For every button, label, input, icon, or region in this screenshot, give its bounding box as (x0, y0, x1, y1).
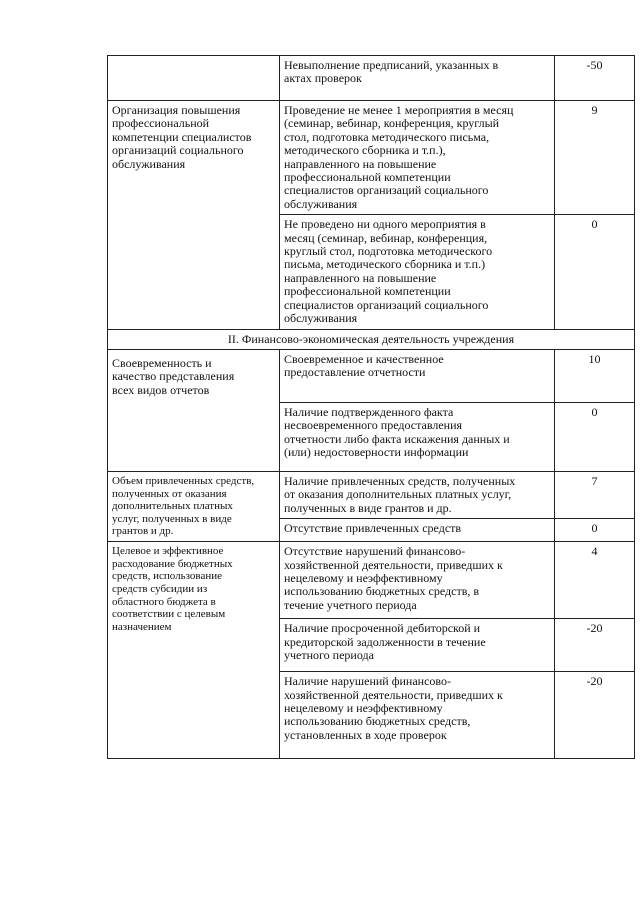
table-row (108, 101, 635, 215)
score-cell: -20 (555, 619, 635, 672)
score-cell: 4 (555, 542, 635, 619)
score-cell: -50 (555, 56, 635, 101)
condition-cell: Своевременное и качественное предоставление отчетности (280, 349, 555, 402)
section-title: II. Финансово-экономическая деятельность учреждения (108, 329, 635, 349)
score-cell: 0 (555, 519, 635, 542)
condition-cell: Наличие нарушений финансово- хозяйственной деятельности, приведших к нецелевому и неэффективному использованию бюджетных средств, установленных в ходе проверок (280, 672, 555, 759)
criterion-cell: Целевое и эффективное расходование бюджетных средств, использование средств субсидии из областного бюджета в соответствии с целевым назначением (108, 542, 280, 759)
criterion-cell: Организация повышения профессиональной компетенции специалистов организаций социального обслуживания (108, 101, 280, 330)
condition-cell: Проведение не менее 1 мероприятия в месяц (семинар, вебинар, конференция, круглый стол, подготовка методического письма, методического сборника и т.п.), направленного на повышение профессиональной компетенции специалистов организаций социального обслуживания (280, 101, 555, 215)
condition-cell: Невыполнение предписаний, указанных в актах проверок (280, 56, 555, 101)
table-row (108, 349, 635, 402)
criterion-cell: Своевременность и качество представления всех видов отчетов (108, 349, 280, 471)
condition-cell: Наличие просроченной дебиторской и кредиторской задолженности в течение учетного периода (280, 619, 555, 672)
criterion-cell: Объем привлеченных средств, полученных от оказания дополнительных платных услуг, полученных в виде грантов и др. (108, 471, 280, 541)
condition-cell: Наличие подтвержденного факта несвоевременного предоставления отчетности либо факта искажения данных и (или) недостоверности информации (280, 402, 555, 471)
table-row (108, 471, 635, 518)
score-cell: 0 (555, 215, 635, 329)
score-cell: 10 (555, 349, 635, 402)
score-cell: 9 (555, 101, 635, 215)
condition-cell: Отсутствие привлеченных средств (280, 519, 555, 542)
score-cell: -20 (555, 672, 635, 759)
table-row (108, 542, 635, 619)
criterion-cell (108, 56, 280, 101)
condition-cell: Отсутствие нарушений финансово- хозяйственной деятельности, приведших к нецелевому и неэффективному использованию бюджетных средств, в течение учетного периода (280, 542, 555, 619)
condition-cell: Наличие привлеченных средств, полученных от оказания дополнительных платных услуг, полученных в виде грантов и др. (280, 471, 555, 518)
score-cell: 0 (555, 402, 635, 471)
section-row (108, 329, 635, 349)
condition-cell: Не проведено ни одного мероприятия в месяц (семинар, вебинар, конференция, круглый стол, подготовка методического письма, методического сборника и т.п.) направленного на повышение профессиональной компетенции специалистов организаций социального обслуживания (280, 215, 555, 329)
table-row (108, 56, 635, 101)
criteria-table (107, 55, 635, 759)
score-cell: 7 (555, 471, 635, 518)
